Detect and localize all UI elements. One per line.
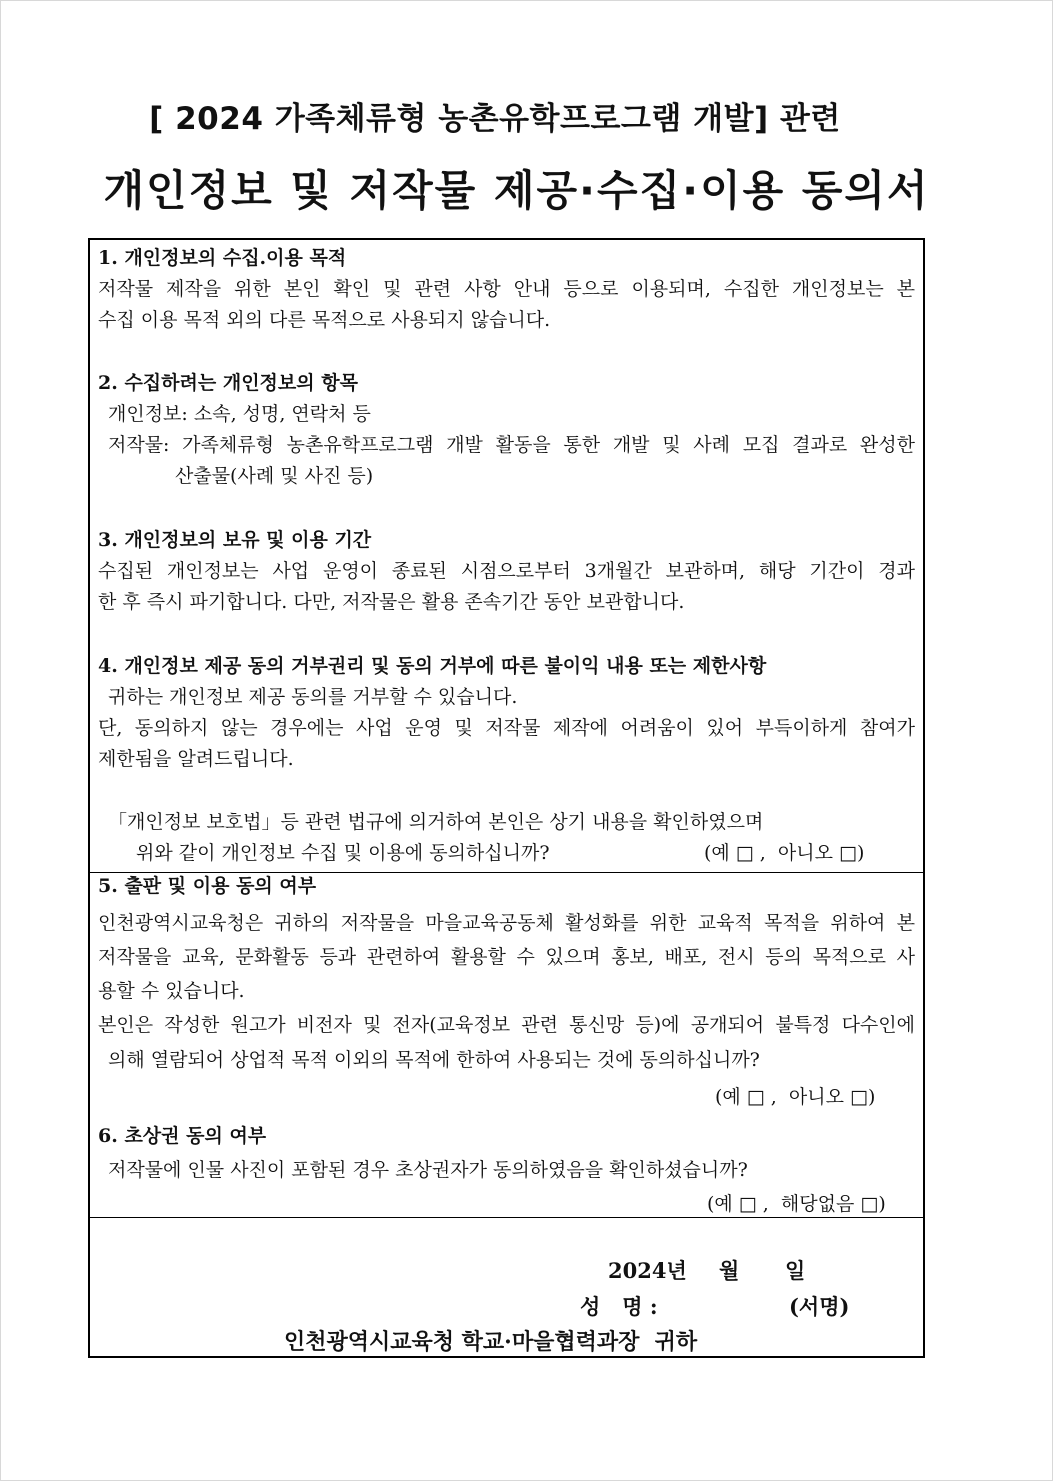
section-text: 본인은 작성한 원고가 비전자 및 전자(교육정보 관련 통신망 등)에 공개되어 불특정 다수인에 (98, 1014, 915, 1036)
section-text: 수집 이용 목적 외의 다른 목적으로 사용되지 않습니다. (98, 309, 551, 331)
works-items: 저작물: 가족체류형 농촌유학프로그램 개발 활동을 통한 개발 및 사례 모집 결과로 완성한 (108, 434, 915, 456)
section-purpose (98, 243, 915, 336)
section-text: 인천광역시교육청은 귀하의 저작물을 마을교육공동체 활성화를 위한 교육적 목적을 위하여 본 (98, 912, 915, 934)
section-text: 단, 동의하지 않는 경우에는 사업 운영 및 저작물 제작에 어려움이 있어 부득이하게 참여가 (98, 717, 915, 739)
section-retention (98, 525, 915, 618)
addressee: 인천광역시교육청 학교·마을협력과장 귀하 (284, 1329, 698, 1355)
section-refusal-rights (98, 651, 915, 775)
signature-day: 일 (785, 1258, 806, 1283)
section-text: 저작물을 교육, 문화활동 등과 관련하여 활용할 수 있으며 홍보, 배포, 전시 등의 목적으로 사 (98, 946, 915, 968)
section-text: 저작물에 인물 사진이 포함된 경우 초상권자가 동의하였음을 확인하셨습니까? (108, 1159, 748, 1181)
privacy-consent-checkboxes[interactable]: (예 □ , 아니오 □) (704, 842, 865, 864)
section-heading: 3. 개인정보의 보유 및 이용 기간 (98, 529, 372, 551)
section-heading: 4. 개인정보 제공 동의 거부권리 및 동의 거부에 따른 불이익 내용 또는 제한사항 (98, 655, 767, 677)
divider (90, 1217, 923, 1218)
publication-consent-checkboxes[interactable]: (예 □ , 아니오 □) (715, 1086, 876, 1108)
section-text: 용할 수 있습니다. (98, 980, 245, 1002)
signature-year: 2024년 (608, 1258, 687, 1283)
section-items (98, 368, 915, 492)
document-title-subtitle: [ 2024 가족체류형 농촌유학프로그램 개발] 관련 (149, 101, 841, 137)
section-heading: 1. 개인정보의 수집.이용 목적 (98, 247, 347, 269)
section-text: 수집된 개인정보는 사업 운영이 종료된 시점으로부터 3개월간 보관하며, 해당 기간이 경과 (98, 560, 915, 582)
section-publication-consent (98, 871, 915, 902)
section-text: 의해 열람되어 상업적 목적 이외의 목적에 한하여 사용되는 것에 동의하십니까? (108, 1049, 760, 1071)
personal-info-items: 개인정보: 소속, 성명, 연락처 등 (108, 403, 371, 425)
works-items-continued: 산출물(사례 및 사진 등) (175, 465, 374, 487)
signature-name-label: 성 명 : (580, 1294, 658, 1319)
consent-form-box (88, 238, 925, 1358)
section-heading: 6. 초상권 동의 여부 (98, 1125, 267, 1147)
consent-question: 위와 같이 개인정보 수집 및 이용에 동의하십니까? (136, 842, 550, 864)
section-heading: 5. 출판 및 이용 동의 여부 (98, 875, 317, 897)
section-text: 저작물 제작을 위한 본인 확인 및 관련 사항 안내 등으로 이용되며, 수집한 개인정보는 본 (98, 278, 915, 300)
signature-sign-label: (서명) (789, 1294, 850, 1319)
section-publication-body (98, 906, 915, 1078)
section-portrait-rights (98, 1119, 915, 1187)
privacy-law-statement (108, 807, 915, 838)
section-text: 귀하는 개인정보 제공 동의를 거부할 수 있습니다. (108, 686, 518, 708)
section-text: 한 후 즉시 파기합니다. 다만, 저작물은 활용 존속기간 동안 보관합니다. (98, 591, 685, 613)
document-title: 개인정보 및 저작물 제공·수집·이용 동의서 (103, 166, 930, 215)
law-statement: 「개인정보 보호법」등 관련 법규에 의거하여 본인은 상기 내용을 확인하였으며 (108, 811, 764, 833)
section-heading: 2. 수집하려는 개인정보의 항목 (98, 372, 358, 394)
portrait-consent-checkboxes[interactable]: (예 □ , 해당없음 □) (707, 1193, 886, 1215)
section-text: 제한됨을 알려드립니다. (98, 748, 294, 770)
signature-month: 월 (719, 1258, 740, 1283)
